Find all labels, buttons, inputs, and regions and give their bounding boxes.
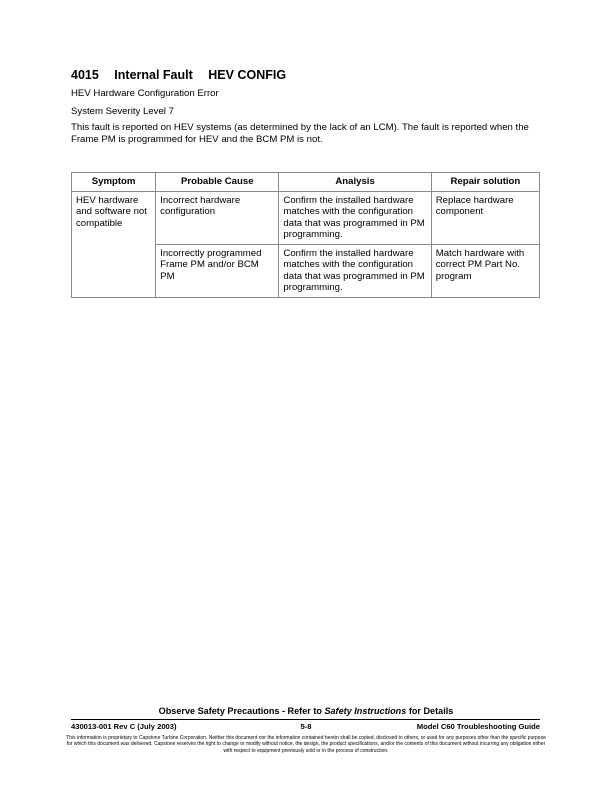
guide-title: Model C60 Troubleshooting Guide <box>416 722 540 731</box>
fault-table <box>71 172 540 298</box>
analysis-cell: Confirm the installed hardware matches with the configuration data that was programmed in PM programming. <box>279 244 431 297</box>
column-header-probable-cause: Probable Cause <box>156 173 279 192</box>
safety-notice <box>0 706 612 716</box>
fault-subtitle: HEV Hardware Configuration Error <box>71 88 219 99</box>
column-header-symptom: Symptom <box>72 173 156 192</box>
repair-cell: Match hardware with correct PM Part No. program <box>431 244 539 297</box>
cause-cell: Incorrect hardware configuration <box>156 191 279 244</box>
safety-suffix: for Details <box>406 706 454 716</box>
repair-cell: Replace hardware component <box>431 191 539 244</box>
page-number: 5-8 <box>300 722 312 731</box>
cause-cell: Incorrectly programmed Frame PM and/or BCM PM <box>156 244 279 297</box>
symptom-cell: HEV hardware and software not compatible <box>72 191 156 244</box>
column-header-analysis: Analysis <box>279 173 431 192</box>
document-number: 430013-001 Rev C (July 2003) <box>71 722 177 731</box>
safety-instructions-reference: Safety Instructions <box>324 706 407 716</box>
fault-description: This fault is reported on HEV systems (as determined by the lack of an LCM). The fault is reported when the Frame PM is programmed for HEV and the BCM PM is not. <box>71 122 529 145</box>
fault-config: HEV CONFIG <box>208 68 287 82</box>
legal-notice: This information is proprietary to Capstone Turbine Corporation. Neither this document nor the information contained herein shall be copied, disclosed to others, or used for any purposes other than the specific purpose for which this document was delivered. Capstone reserves the right to change or modify without notice, the design, the product specifications, and/or the contents of this document without incurring any obligation either with respect to equipment previously sold or in the process of construction. <box>66 735 546 754</box>
analysis-cell: Confirm the installed hardware matches with the configuration data that was programmed in PM programming. <box>279 191 431 244</box>
symptom-cell-continued <box>72 244 156 297</box>
column-header-repair-solution: Repair solution <box>431 173 539 192</box>
fault-name: Internal Fault <box>114 68 193 82</box>
severity-level: System Severity Level 7 <box>71 106 174 117</box>
table-row <box>72 191 540 244</box>
table-row <box>72 244 540 297</box>
fault-title <box>71 68 286 82</box>
safety-prefix: Observe Safety Precautions - Refer to <box>158 706 325 716</box>
fault-code: 4015 <box>71 68 99 82</box>
footer-divider <box>71 719 540 720</box>
table-header-row <box>72 173 540 192</box>
